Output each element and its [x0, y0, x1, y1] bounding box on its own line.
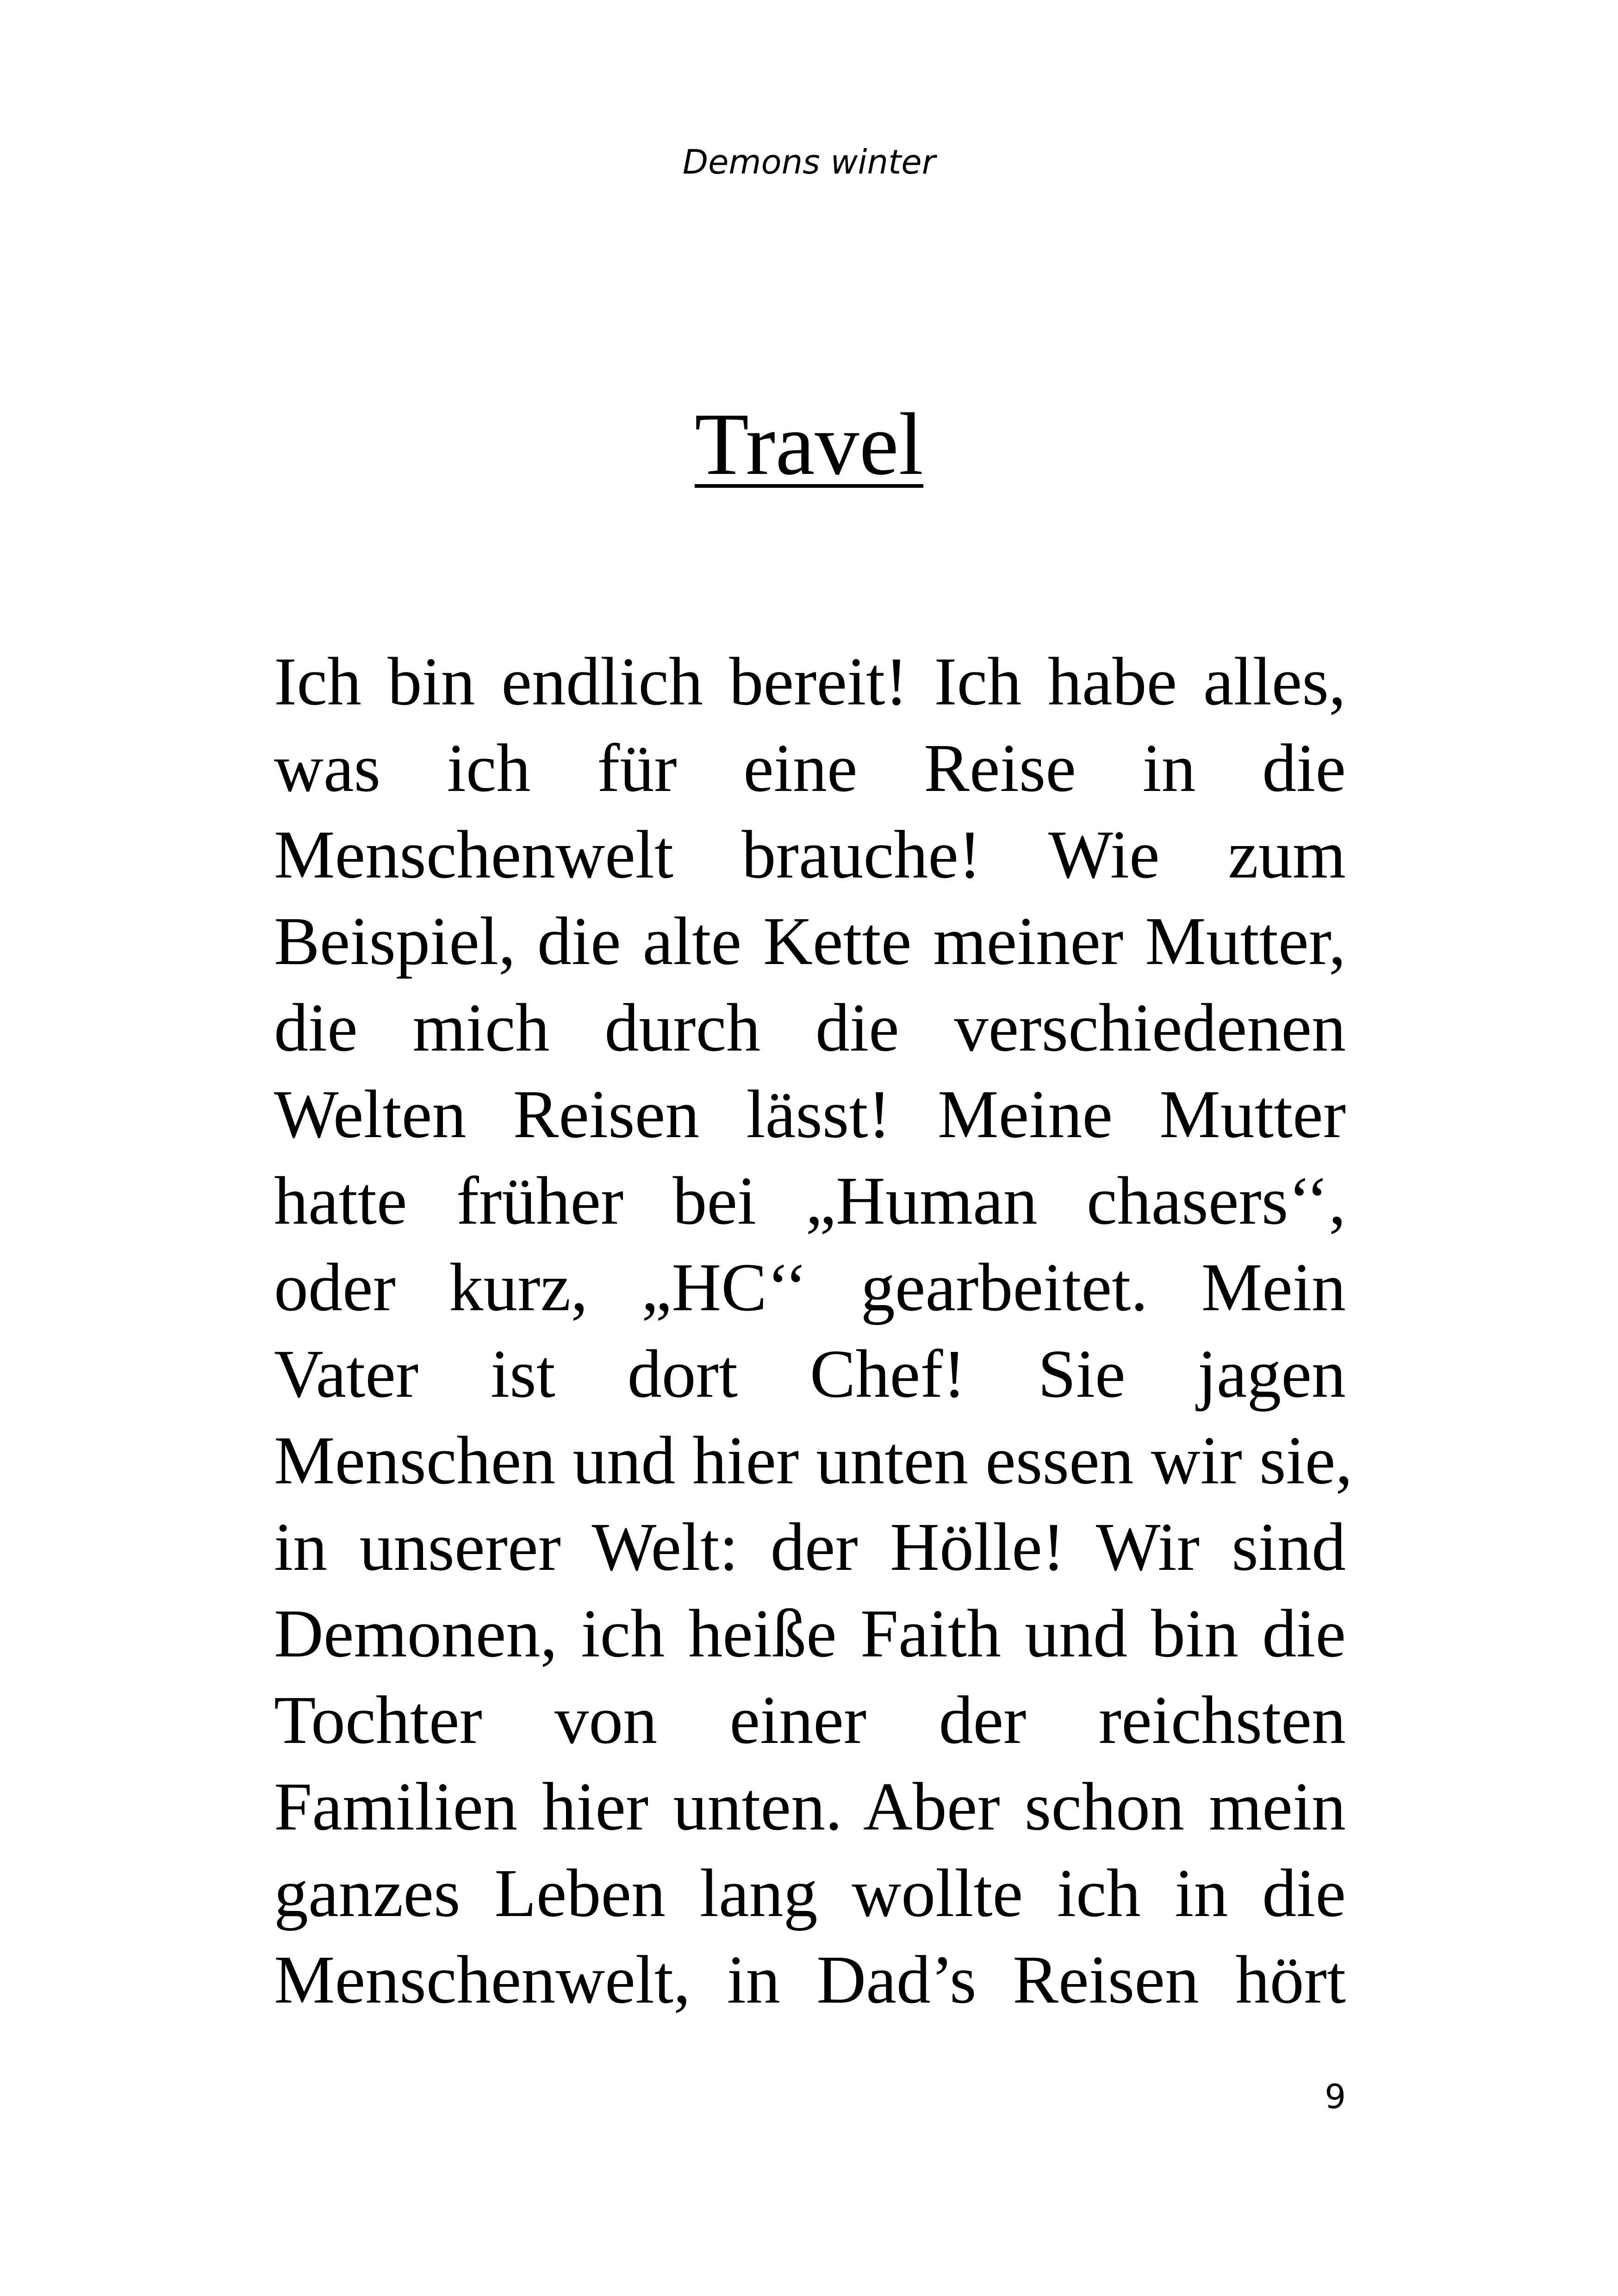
body-line: Welten Reisen lässt! Meine Mutter — [274, 1076, 1346, 1152]
running-header: Demons winter — [682, 143, 936, 181]
chapter-title — [0, 389, 1618, 500]
body-line: ganzes Leben lang wollte ich in die — [274, 1855, 1346, 1931]
page-number: 9 — [1325, 2077, 1346, 2116]
body-line: Menschen und hier unten essen wir sie, — [274, 1423, 1353, 1499]
body-line: Menschenwelt, in Dad’s Reisen hört — [274, 1942, 1346, 2018]
body-line: Beispiel, die alte Kette meiner Mutter, — [274, 903, 1346, 979]
body-line: was ich für eine Reise in die — [274, 730, 1346, 806]
body-line: hatte früher bei „Human chasers‘‘, — [274, 1163, 1346, 1239]
body-line: in unserer Welt: der Hölle! Wir sind — [274, 1509, 1346, 1585]
body-line: die mich durch die verschiedenen — [274, 990, 1346, 1066]
body-line: Tochter von einer der reichsten — [274, 1682, 1346, 1758]
body-text — [274, 639, 1353, 2023]
body-line: Vater ist dort Chef! Sie jagen — [274, 1336, 1346, 1412]
body-line: Menschenwelt brauche! Wie zum — [274, 817, 1346, 893]
body-line: Demonen, ich heiße Faith und bin die — [274, 1596, 1346, 1672]
chapter-title-text: Travel — [694, 395, 924, 493]
body-line: oder kurz, „HC‘‘ gearbeitet. Mein — [274, 1250, 1346, 1325]
body-line: Ich bin endlich bereit! Ich habe alles, — [274, 644, 1346, 720]
body-line: Familien hier unten. Aber schon mein — [274, 1769, 1346, 1845]
